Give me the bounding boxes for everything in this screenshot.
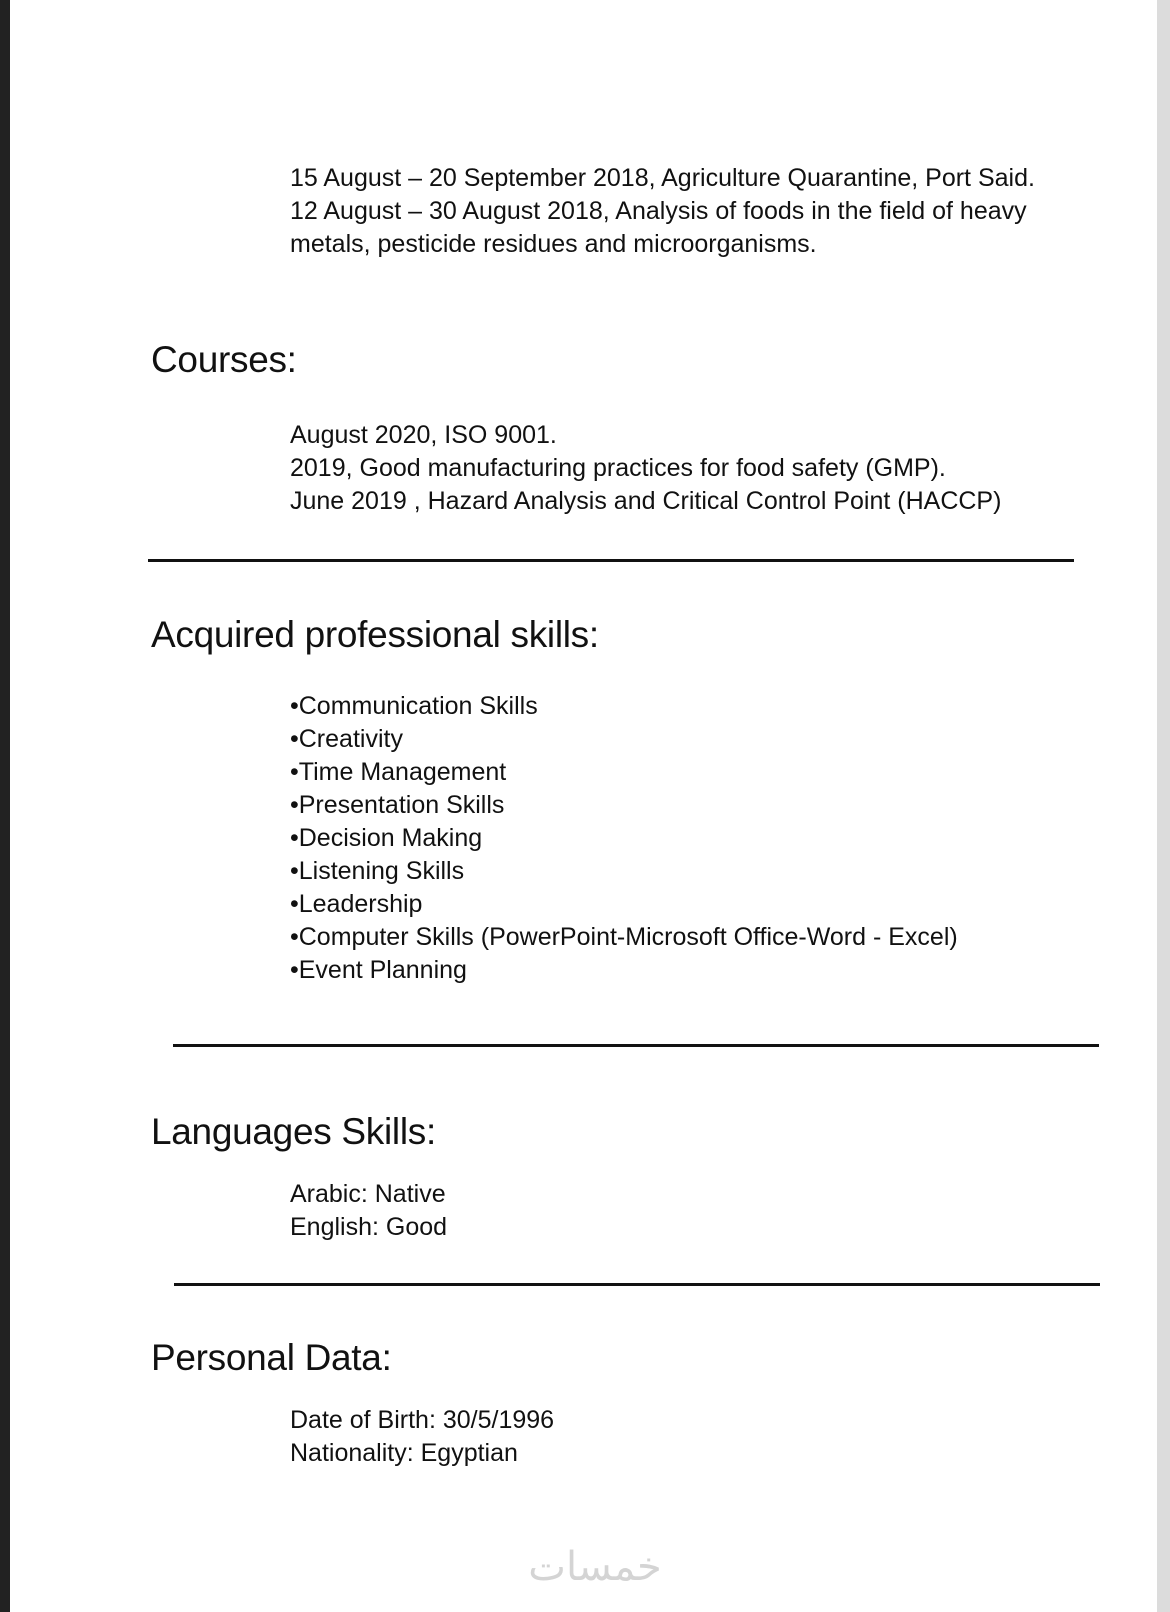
skill-item: •Event Planning [290, 956, 467, 984]
document-page [10, 0, 1157, 1612]
skill-item: •Presentation Skills [290, 791, 505, 819]
skill-item: •Communication Skills [290, 692, 538, 720]
internship-list [290, 162, 1035, 261]
languages-list [290, 1178, 447, 1244]
skill-item: •Time Management [290, 758, 507, 786]
internship-line: 15 August – 20 September 2018, Agriculture Quarantine, Port Said. [290, 164, 1035, 192]
courses-heading: Courses: [151, 339, 297, 380]
language-item: English: Good [290, 1213, 448, 1241]
skill-item: •Decision Making [290, 824, 483, 852]
khamsat-watermark: خمسات [528, 1544, 662, 1590]
skill-item: •Leadership [290, 890, 423, 918]
skills-list [290, 690, 958, 987]
languages-heading: Languages Skills: [151, 1111, 436, 1152]
internship-line: metals, pesticide residues and microorganisms. [290, 230, 817, 258]
personal-item: Nationality: Egyptian [290, 1439, 518, 1467]
course-item: 2019, Good manufacturing practices for food safety (GMP). [290, 454, 946, 482]
personal-list [290, 1404, 554, 1470]
skills-heading: Acquired professional skills: [151, 614, 599, 655]
course-item: June 2019 , Hazard Analysis and Critical Control Point (HACCP) [290, 487, 1002, 515]
section-divider [174, 1283, 1100, 1286]
viewer-left-edge [0, 0, 10, 1612]
viewer-scrollbar-track[interactable] [1157, 0, 1170, 1612]
language-item: Arabic: Native [290, 1180, 446, 1208]
skill-item: •Listening Skills [290, 857, 465, 885]
personal-item: Date of Birth: 30/5/1996 [290, 1406, 555, 1434]
skill-item: •Computer Skills (PowerPoint-Microsoft Office-Word - Excel) [290, 923, 958, 951]
section-divider [148, 559, 1074, 562]
courses-list [290, 419, 1001, 518]
section-divider [173, 1044, 1099, 1047]
personal-heading: Personal Data: [151, 1337, 392, 1378]
course-item: August 2020, ISO 9001. [290, 421, 557, 449]
internship-line: 12 August – 30 August 2018, Analysis of foods in the field of heavy [290, 197, 1027, 225]
skill-item: •Creativity [290, 725, 403, 753]
